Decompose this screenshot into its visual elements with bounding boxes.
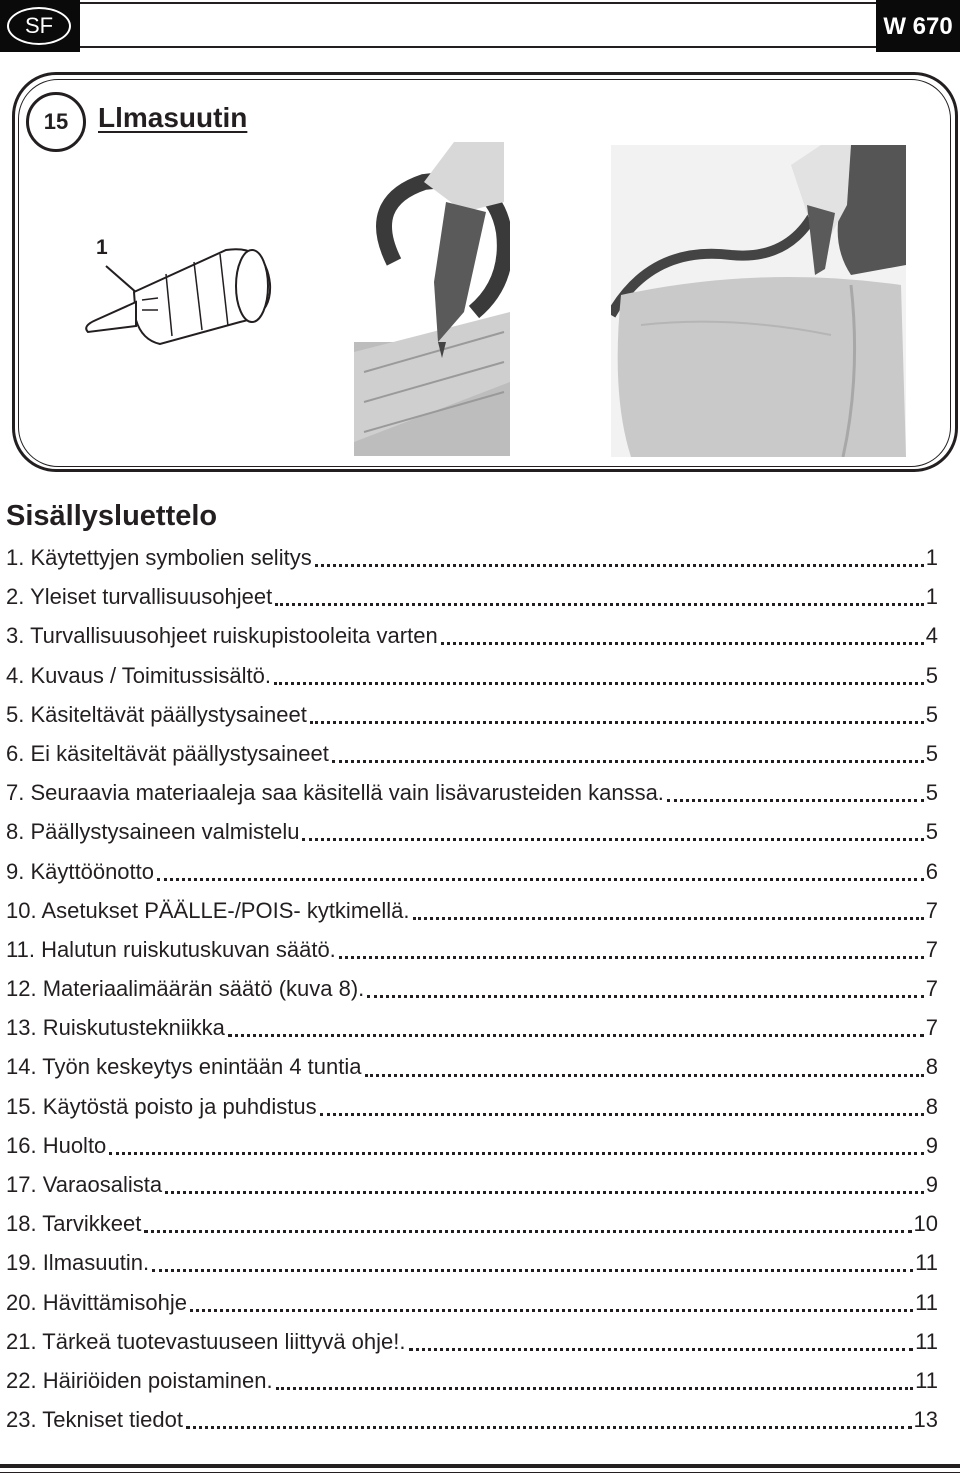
toc-entry-label: 17. Varaosalista — [6, 1172, 163, 1197]
toc-entry-label: 14. Työn keskeytys enintään 4 tuntia — [6, 1054, 362, 1080]
toc-entry-page: 7 — [925, 1015, 938, 1041]
toc-leader — [165, 1187, 924, 1194]
toc-leader — [315, 560, 924, 567]
toc-entry-label: 23. Tekniset tiedot — [6, 1407, 183, 1433]
toc-entry-page: 6 — [925, 858, 938, 884]
toc-entry-page: 4 — [925, 623, 938, 649]
toc-entry-label: 16. Huolto — [6, 1132, 107, 1158]
toc-entry[interactable] — [6, 734, 938, 773]
toc-leader — [332, 756, 924, 763]
toc-leader — [144, 1226, 911, 1233]
toc-entry[interactable] — [6, 1165, 938, 1204]
toc-leader — [310, 717, 924, 724]
language-badge: SF — [7, 7, 71, 45]
toc-entry-page: 5 — [925, 819, 938, 845]
toc-entry-page: 5 — [925, 662, 938, 688]
toc-list — [6, 538, 938, 1439]
toc-entry[interactable] — [6, 773, 938, 812]
toc-entry-page: 1 — [925, 545, 938, 570]
toc-entry-label: 22. Häiriöiden poistaminen. — [6, 1367, 273, 1393]
toc-entry-label: 7. Seuraavia materiaaleja saa käsitellä vain lisävarusteiden kanssa. — [6, 780, 664, 806]
toc-entry-label: 19. Ilmasuutin. — [6, 1250, 150, 1276]
nozzle-hand-photo — [354, 142, 510, 456]
toc-entry-page: 5 — [925, 701, 938, 727]
toc-entry[interactable] — [6, 695, 938, 734]
toc-leader — [275, 599, 924, 606]
toc-entry-label: 21. Tärkeä tuotevastuuseen liittyvä ohje!. — [6, 1328, 406, 1354]
toc-leader — [413, 913, 924, 920]
toc-entry-label: 11. Halutun ruiskutuskuvan säätö. — [6, 936, 336, 962]
toc-entry-page: 9 — [925, 1172, 938, 1197]
toc-entry[interactable] — [6, 891, 938, 930]
footer-rule-thin — [0, 1472, 960, 1473]
toc-entry-page: 8 — [925, 1093, 938, 1119]
toc-entry-label: 2. Yleiset turvallisuusohjeet — [6, 584, 273, 610]
toc-entry-label: 18. Tarvikkeet — [6, 1211, 142, 1237]
toc-title: Sisällysluettelo — [6, 500, 218, 532]
toc-entry-page: 5 — [925, 780, 938, 806]
toc-leader — [667, 795, 924, 802]
toc-entry[interactable] — [6, 1047, 938, 1086]
toc-entry-label: 3. Turvallisuusohjeet ruiskupistooleita varten — [6, 623, 438, 649]
toc-leader — [441, 638, 924, 645]
toc-entry-page: 11 — [915, 1367, 938, 1393]
toc-entry[interactable] — [6, 1087, 938, 1126]
toc-entry[interactable] — [6, 538, 938, 577]
figure-title: Llmasuutin — [98, 102, 248, 133]
toc-entry[interactable] — [6, 1008, 938, 1047]
header-rule-top — [80, 2, 960, 4]
toc-entry[interactable] — [6, 852, 938, 891]
air-nozzle-drawing — [76, 240, 276, 350]
toc-entry-label: 15. Käytöstä poisto ja puhdistus — [6, 1093, 317, 1119]
toc-leader — [367, 991, 923, 998]
toc-entry[interactable] — [6, 930, 938, 969]
toc-leader — [339, 952, 924, 959]
toc-entry[interactable] — [6, 1361, 938, 1400]
toc-entry[interactable] — [6, 577, 938, 616]
toc-entry-page: 13 — [913, 1407, 938, 1433]
toc-entry-page: 11 — [915, 1289, 938, 1315]
toc-entry[interactable] — [6, 616, 938, 655]
toc-leader — [274, 678, 924, 685]
mattress-inflating-photo — [611, 145, 906, 457]
toc-entry-page: 10 — [913, 1211, 938, 1237]
toc-entry[interactable] — [6, 1204, 938, 1243]
toc-entry[interactable] — [6, 1322, 938, 1361]
toc-entry-label: 6. Ei käsiteltävät päällystysaineet — [6, 740, 329, 766]
model-number: W 670 — [876, 0, 960, 52]
toc-leader — [228, 1030, 924, 1037]
language-badge-box — [0, 0, 80, 52]
toc-entry-label: 20. Hävittämisohje — [6, 1289, 187, 1315]
toc-entry-label: 10. Asetukset PÄÄLLE-/POIS- kytkimellä. — [6, 897, 410, 923]
toc-leader — [320, 1109, 924, 1116]
toc-entry[interactable] — [6, 1400, 938, 1439]
toc-entry[interactable] — [6, 969, 938, 1008]
toc-leader — [152, 1265, 913, 1272]
figure-callout: 1 — [96, 236, 108, 259]
toc-leader — [190, 1305, 913, 1312]
toc-entry-label: 12. Materiaalimäärän säätö (kuva 8). — [6, 976, 365, 1002]
toc-leader — [186, 1422, 912, 1429]
toc-entry-label: 4. Kuvaus / Toimitussisältö. — [6, 662, 271, 688]
toc-entry-page: 9 — [925, 1132, 938, 1158]
toc-leader — [109, 1148, 923, 1155]
header-rule-bottom — [80, 46, 960, 48]
toc-leader — [157, 874, 924, 881]
toc-entry[interactable] — [6, 812, 938, 851]
toc-entry[interactable] — [6, 1283, 938, 1322]
footer-rule-thick — [0, 1464, 960, 1468]
toc-entry[interactable] — [6, 1243, 938, 1282]
toc-entry[interactable] — [6, 656, 938, 695]
toc-entry[interactable] — [6, 1126, 938, 1165]
toc-leader — [276, 1383, 914, 1390]
toc-entry-page: 5 — [925, 740, 938, 766]
toc-leader — [302, 834, 923, 841]
figure-number: 15 — [26, 92, 86, 152]
toc-entry-label: 9. Käyttöönotto — [6, 858, 154, 884]
toc-entry-label: 5. Käsiteltävät päällystysaineet — [6, 701, 307, 727]
toc-leader — [365, 1070, 924, 1077]
toc-entry-page: 8 — [925, 1054, 938, 1080]
toc-entry-page: 1 — [925, 584, 938, 610]
toc-leader — [409, 1344, 914, 1351]
toc-entry-page: 7 — [925, 897, 938, 923]
toc-entry-label: 13. Ruiskutustekniikka — [6, 1015, 225, 1041]
toc-entry-page: 7 — [925, 936, 938, 962]
toc-entry-page: 11 — [915, 1328, 938, 1354]
toc-entry-label: 8. Päällystysaineen valmistelu — [6, 819, 300, 845]
toc-entry-label: 1. Käytettyjen symbolien selitys — [6, 545, 312, 570]
toc-entry-page: 7 — [925, 976, 938, 1002]
toc-entry-page: 11 — [915, 1250, 938, 1276]
